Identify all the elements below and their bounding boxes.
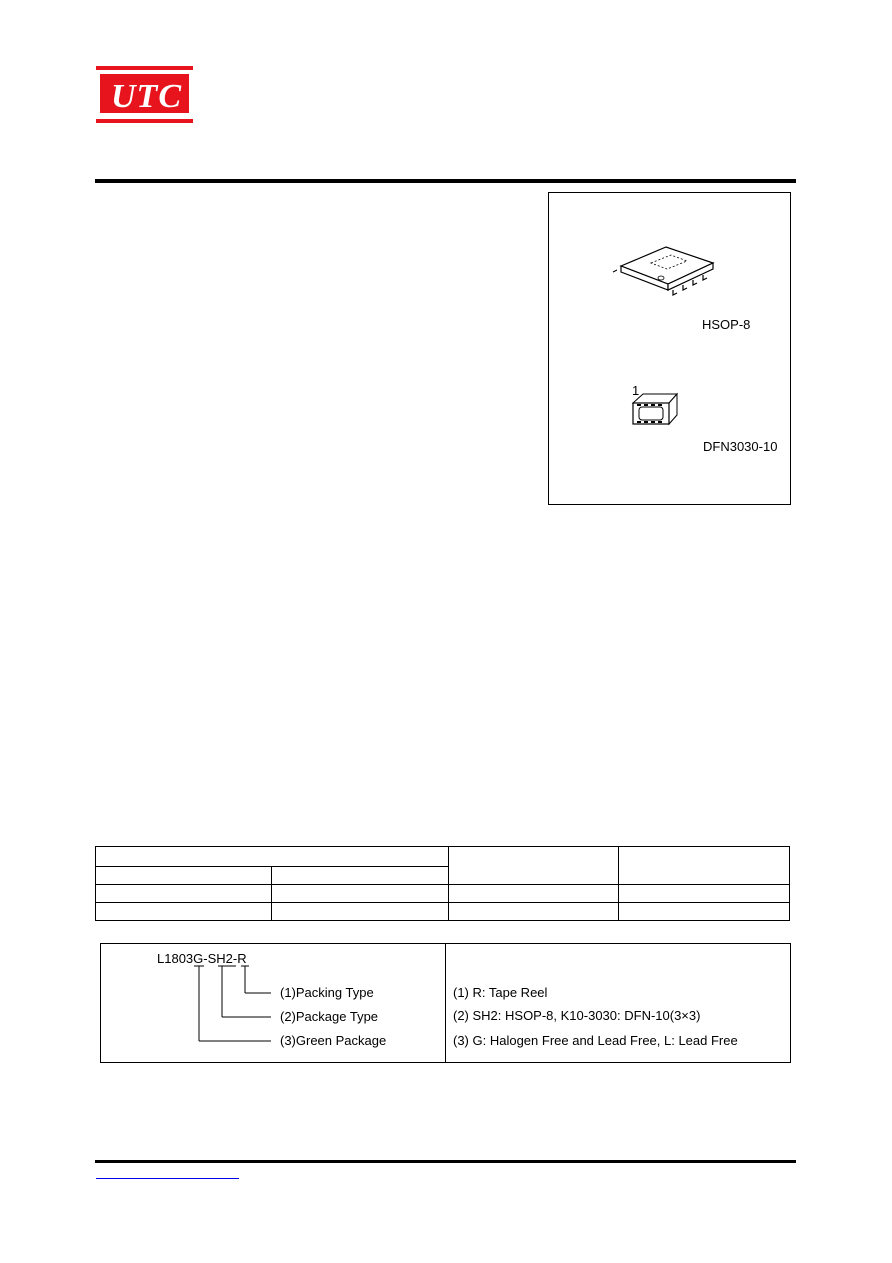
table-cell	[448, 903, 619, 921]
part-green-code: G	[193, 951, 204, 966]
table-cell	[619, 903, 790, 921]
logo-top-bar	[96, 66, 193, 70]
table-cell	[272, 885, 448, 903]
pin1-label: 1	[632, 383, 640, 398]
decoder-divider	[445, 944, 446, 1062]
logo-text: UTC	[111, 78, 182, 115]
table-row	[96, 903, 790, 921]
table-cell	[272, 903, 448, 921]
package-box	[548, 192, 791, 505]
callout-packing-type: (1)Packing Type	[280, 985, 374, 1000]
part-number-decoder	[100, 943, 791, 1063]
utc-logo	[96, 66, 193, 123]
callout-green-package: (3)Green Package	[280, 1033, 387, 1048]
footer-link[interactable]	[96, 1178, 239, 1179]
header-rule	[95, 179, 796, 183]
table-header-cell	[619, 847, 790, 885]
table-cell	[96, 885, 272, 903]
callout-package-type: (2)Package Type	[280, 1009, 379, 1024]
hsop8-package-icon	[611, 241, 731, 301]
part-dash: -	[203, 951, 208, 966]
table-header-cell	[448, 847, 619, 885]
callout-lines	[101, 944, 445, 1062]
description-package: (2) SH2: HSOP-8, K10-3030: DFN-10(3×3)	[453, 1008, 701, 1023]
logo-panel	[100, 74, 189, 113]
table-row	[96, 885, 790, 903]
table-cell	[619, 885, 790, 903]
table-subheader-cell	[96, 867, 272, 885]
table-subheader-cell	[272, 867, 448, 885]
logo-bottom-bar	[96, 119, 193, 123]
package-label-hsop8: HSOP-8	[702, 317, 751, 332]
ordering-table	[95, 846, 790, 921]
table-cell	[96, 903, 272, 921]
part-package-code: SH2	[207, 951, 233, 966]
description-green: (3) G: Halogen Free and Lead Free, L: Lead Free	[453, 1033, 738, 1048]
part-dash: -	[232, 951, 238, 966]
table-header-cell	[96, 847, 449, 867]
dfn3030-package-icon	[629, 391, 699, 427]
description-packing: (1) R: Tape Reel	[453, 985, 548, 1000]
part-base: L1803	[157, 951, 194, 966]
table-cell	[448, 885, 619, 903]
footer-rule	[95, 1160, 796, 1163]
part-packing-code: R	[237, 951, 247, 966]
package-label-dfn3030: DFN3030-10	[703, 439, 778, 454]
